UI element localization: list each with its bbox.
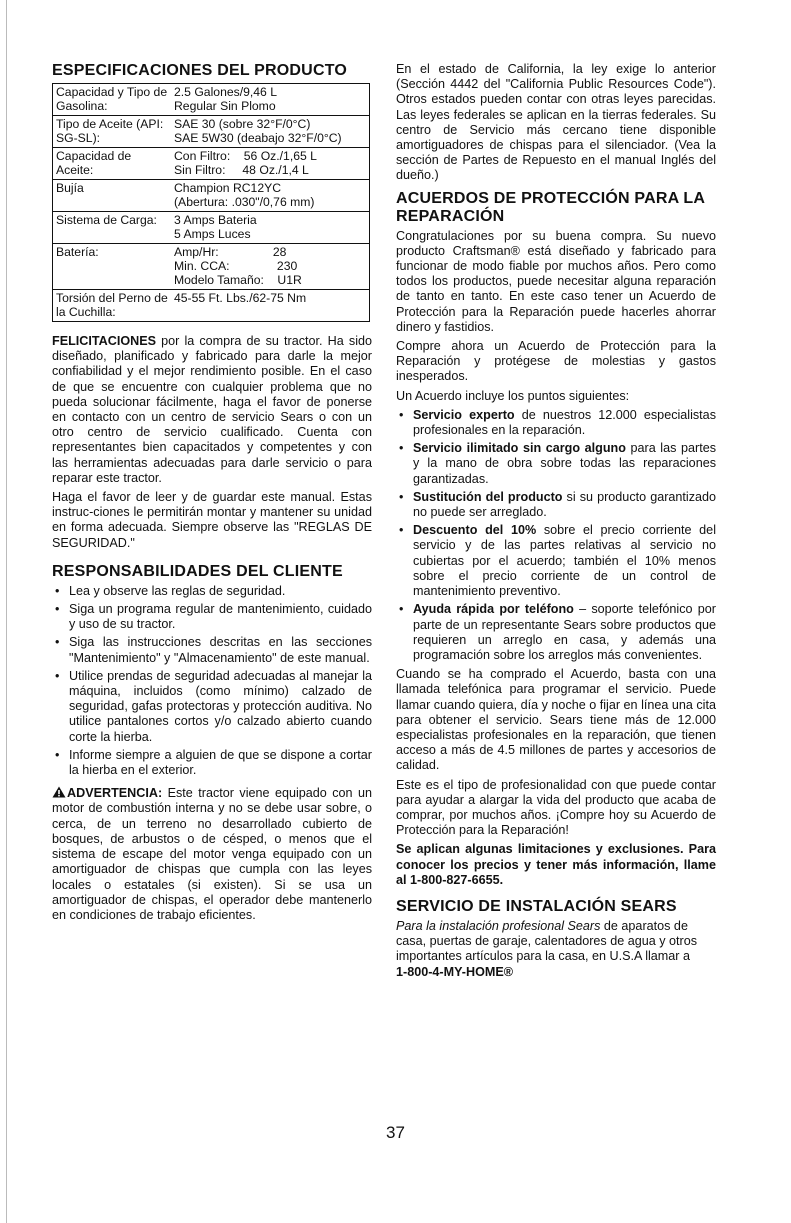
item-lead: Servicio experto [413,407,515,422]
spec-label: Sistema de Carga: [53,212,172,244]
spec-label: Capacidad y Tipo de Gasolina: [53,84,172,116]
felicitaciones-text: por la compra de su tractor. Ha sido diseñado, planificado y fabricado para darle la mejor confiabilidad y el mejor rendimiento posible. En el caso de que se encuentre con cualquier problema que no pueda solucionar fácilmente, haga el favor de ponerse en contacto con un centro de servicio Sears o con un otro centro de servicio cualificado. Cuenta con representantes bien capacitados y competentes y con las herramientas adecuadas para darle servicio o para reparar este tractor. [52,334,372,485]
list-item: • Utilice prendas de seguridad adecuadas al manejar la máquina, incluidos (como mínimo) calzado de seguridad, gafas protectoras y protección auditiva. No utilice pantalones cortos y/o calzado abierto cuando corte la hierba. [52,669,372,745]
este-paragraph: Este es el tipo de profesionalidad con que puede contar para ayudar a alargar la vida del producto que acaba de comprar, por muchos años. ¡Compre hoy su Acuerdo de Protección para la Reparación! [396,777,716,838]
right-column [396,62,716,984]
list-item: • Lea y observe las reglas de seguridad. [52,584,372,599]
spec-value: Champion RC12YC (Abertura: .030"/0,76 mm) [171,180,370,212]
left-column [52,62,372,927]
spec-value: 2.5 Galones/9,46 L Regular Sin Plomo [171,84,370,116]
spec-value: Con Filtro: 56 Oz./1,65 L Sin Filtro: 48 Oz./1,4 L [171,148,370,180]
acuerdos-paragraph: Congratulaciones por su buena compra. Su nuevo producto Craftsman® está diseñado y fabricado para funcionar de modo fiable por muchos años. Pero como todos los productos, puede necesitar alguna reparación de tanto en tanto. En este caso tener un Acuerdo de Protección para la Reparación puede hacerles ahorrar dinero y fastidios. [396,228,716,334]
list-item [396,441,716,487]
cuando-paragraph: Cuando se ha comprado el Acuerdo, basta con una llamada telefónica para programar el servicio. Puede llamar cuando quiera, día y noche o fijar en línea una cita para obtener el servicio. Sears tiene más de 12.000 especialistas profesionales en la reparación, que tienen acceso a más de 4.5 millones de partes y accesorios de calidad. [396,667,716,773]
list-item [396,523,716,599]
item-text: si su producto garantizado no puede ser arreglado. [413,489,717,520]
warning-lead: ADVERTENCIA: [67,786,163,801]
manual-paragraph: Haga el favor de leer y de guardar este manual. Estas instruc-ciones le permitirán montar y mantener su unidad en forma adecuada. Siempre observe las "REGLAS DE SEGURIDAD." [52,490,372,550]
spec-label: Torsión del Perno de la Cuchilla: [53,290,172,322]
list-item: • Siga un programa regular de mantenimiento, cuidado y uso de su tractor. [52,602,372,632]
specs-title: ESPECIFICACIONES DEL PRODUCTO [52,62,348,79]
responsabilidades-title: RESPONSABILIDADES DEL CLIENTE [52,562,343,580]
felicitaciones-paragraph [52,334,372,486]
warning-text: Este tractor viene equipado con un motor de combustión interna y no se debe usar sobre, o cerca, de un terreno no desarrollado cubierto de bosques, de arbustos o de césped, o menos que el sistema de escape del motor venga equipado con un amortiguador de chispas que cumpla con las leyes locales o estatales (si existen). Si se usa un amortiguador de chispas, el operador debe mantenerlo en condiciones de trabajo eficientes. [52,786,372,922]
spec-value: 45-55 Ft. Lbs./62-75 Nm [171,290,370,322]
instalacion-italic: Para la instalación profesional Sears [396,918,601,933]
item-text: – soporte telefónico por parte de un representante Sears sobre productos que requieren un arreglo en casa, y además una programación sobre los arreglos más convenientes. [413,602,716,662]
limitaciones-paragraph: Se aplican algunas limitaciones y exclusiones. Para conocer los precios y tener más información, llame al 1-800-827-6655. [396,842,716,887]
list-item: • Informe siempre a alguien de que se dispone a cortar la hierba en el exterior. [52,748,372,778]
table-row [53,148,370,180]
item-text: para las partes y la mano de obra sobre todas las reparaciones garantizadas. [413,441,716,486]
warning-paragraph [52,786,372,923]
spec-value: SAE 30 (sobre 32°F/0°C) SAE 5W30 (deabajo 32°F/0°C) [171,116,370,148]
item-lead: Ayuda rápida por teléfono [413,602,574,617]
list-item [396,408,716,438]
warning-triangle-icon [52,786,66,798]
incluye-paragraph: Un Acuerdo incluye los puntos siguientes: [396,388,630,403]
acuerdo-items-list [396,408,716,663]
item-lead: Descuento del 10% [413,523,537,538]
spec-value: Amp/Hr: 28 Min. CCA: 230 Modelo Tamaño: U1R [171,244,370,290]
table-row [53,84,370,116]
instalacion-phone: 1-800-4-MY-HOME® [396,964,514,979]
spec-label: Tipo de Aceite (API: SG-SL): [53,116,172,148]
table-row [53,244,370,290]
item-text: de nuestros 12.000 especialistas profesionales en la reparación. [413,407,716,438]
spec-label: Capacidad de Aceite: [53,148,172,180]
felicitaciones-lead: FELICITACIONES [52,334,157,348]
list-item [396,490,716,520]
spec-label: Batería: [53,244,172,290]
item-text: sobre el precio corriente del servicio y de las partes relativas al servicio no cubiertas por el acuerdo; también el 10% menos sobre el precio corriente de un control de mantenimiento preventivo. [413,523,716,599]
table-row [53,180,370,212]
list-item [396,602,716,663]
spec-label: Bujía [53,180,172,212]
spec-value: 3 Amps Bateria 5 Amps Luces [171,212,370,244]
item-lead: Sustitución del producto [413,489,563,504]
acuerdos-title: ACUERDOS DE PROTECCIÓN PARA LA REPARACIÓN [396,189,705,225]
instalacion-paragraph [396,919,716,980]
page-number: 37 [386,1123,405,1142]
california-paragraph: En el estado de California, la ley exige lo anterior (Sección 4442 del "California Public Resources Code"). Otros estados pueden contar con otras leyes parecidas. Las leyes federales se aplican en la tierras federales. Su centro de Servicio más cercano tiene disponible amortiguadores de chispas para el silenciador. (Vea la sección de Partes de Repuesto en el manual Inglés del dueño.) [396,62,716,183]
instalacion-title: SERVICIO DE INSTALACIÓN SEARS [396,897,677,915]
table-row [53,116,370,148]
scan-edge-line [6,0,7,1223]
item-lead: Servicio ilimitado sin cargo alguno [413,441,626,456]
compre-paragraph: Compre ahora un Acuerdo de Protección para la Reparación y protégese de molestias y gastos inesperados. [396,339,716,384]
instalacion-text: de aparatos de casa, puertas de garaje, calentadores de agua y otros importantes artículos para la casa, en U.S.A llamar a [396,918,698,964]
table-row [53,290,370,322]
responsabilidades-list [52,584,372,778]
table-row [53,212,370,244]
list-item: • Siga las instrucciones descritas en las secciones "Mantenimiento" y "Almacenamiento" de este manual. [52,635,372,665]
specs-table [52,83,370,322]
